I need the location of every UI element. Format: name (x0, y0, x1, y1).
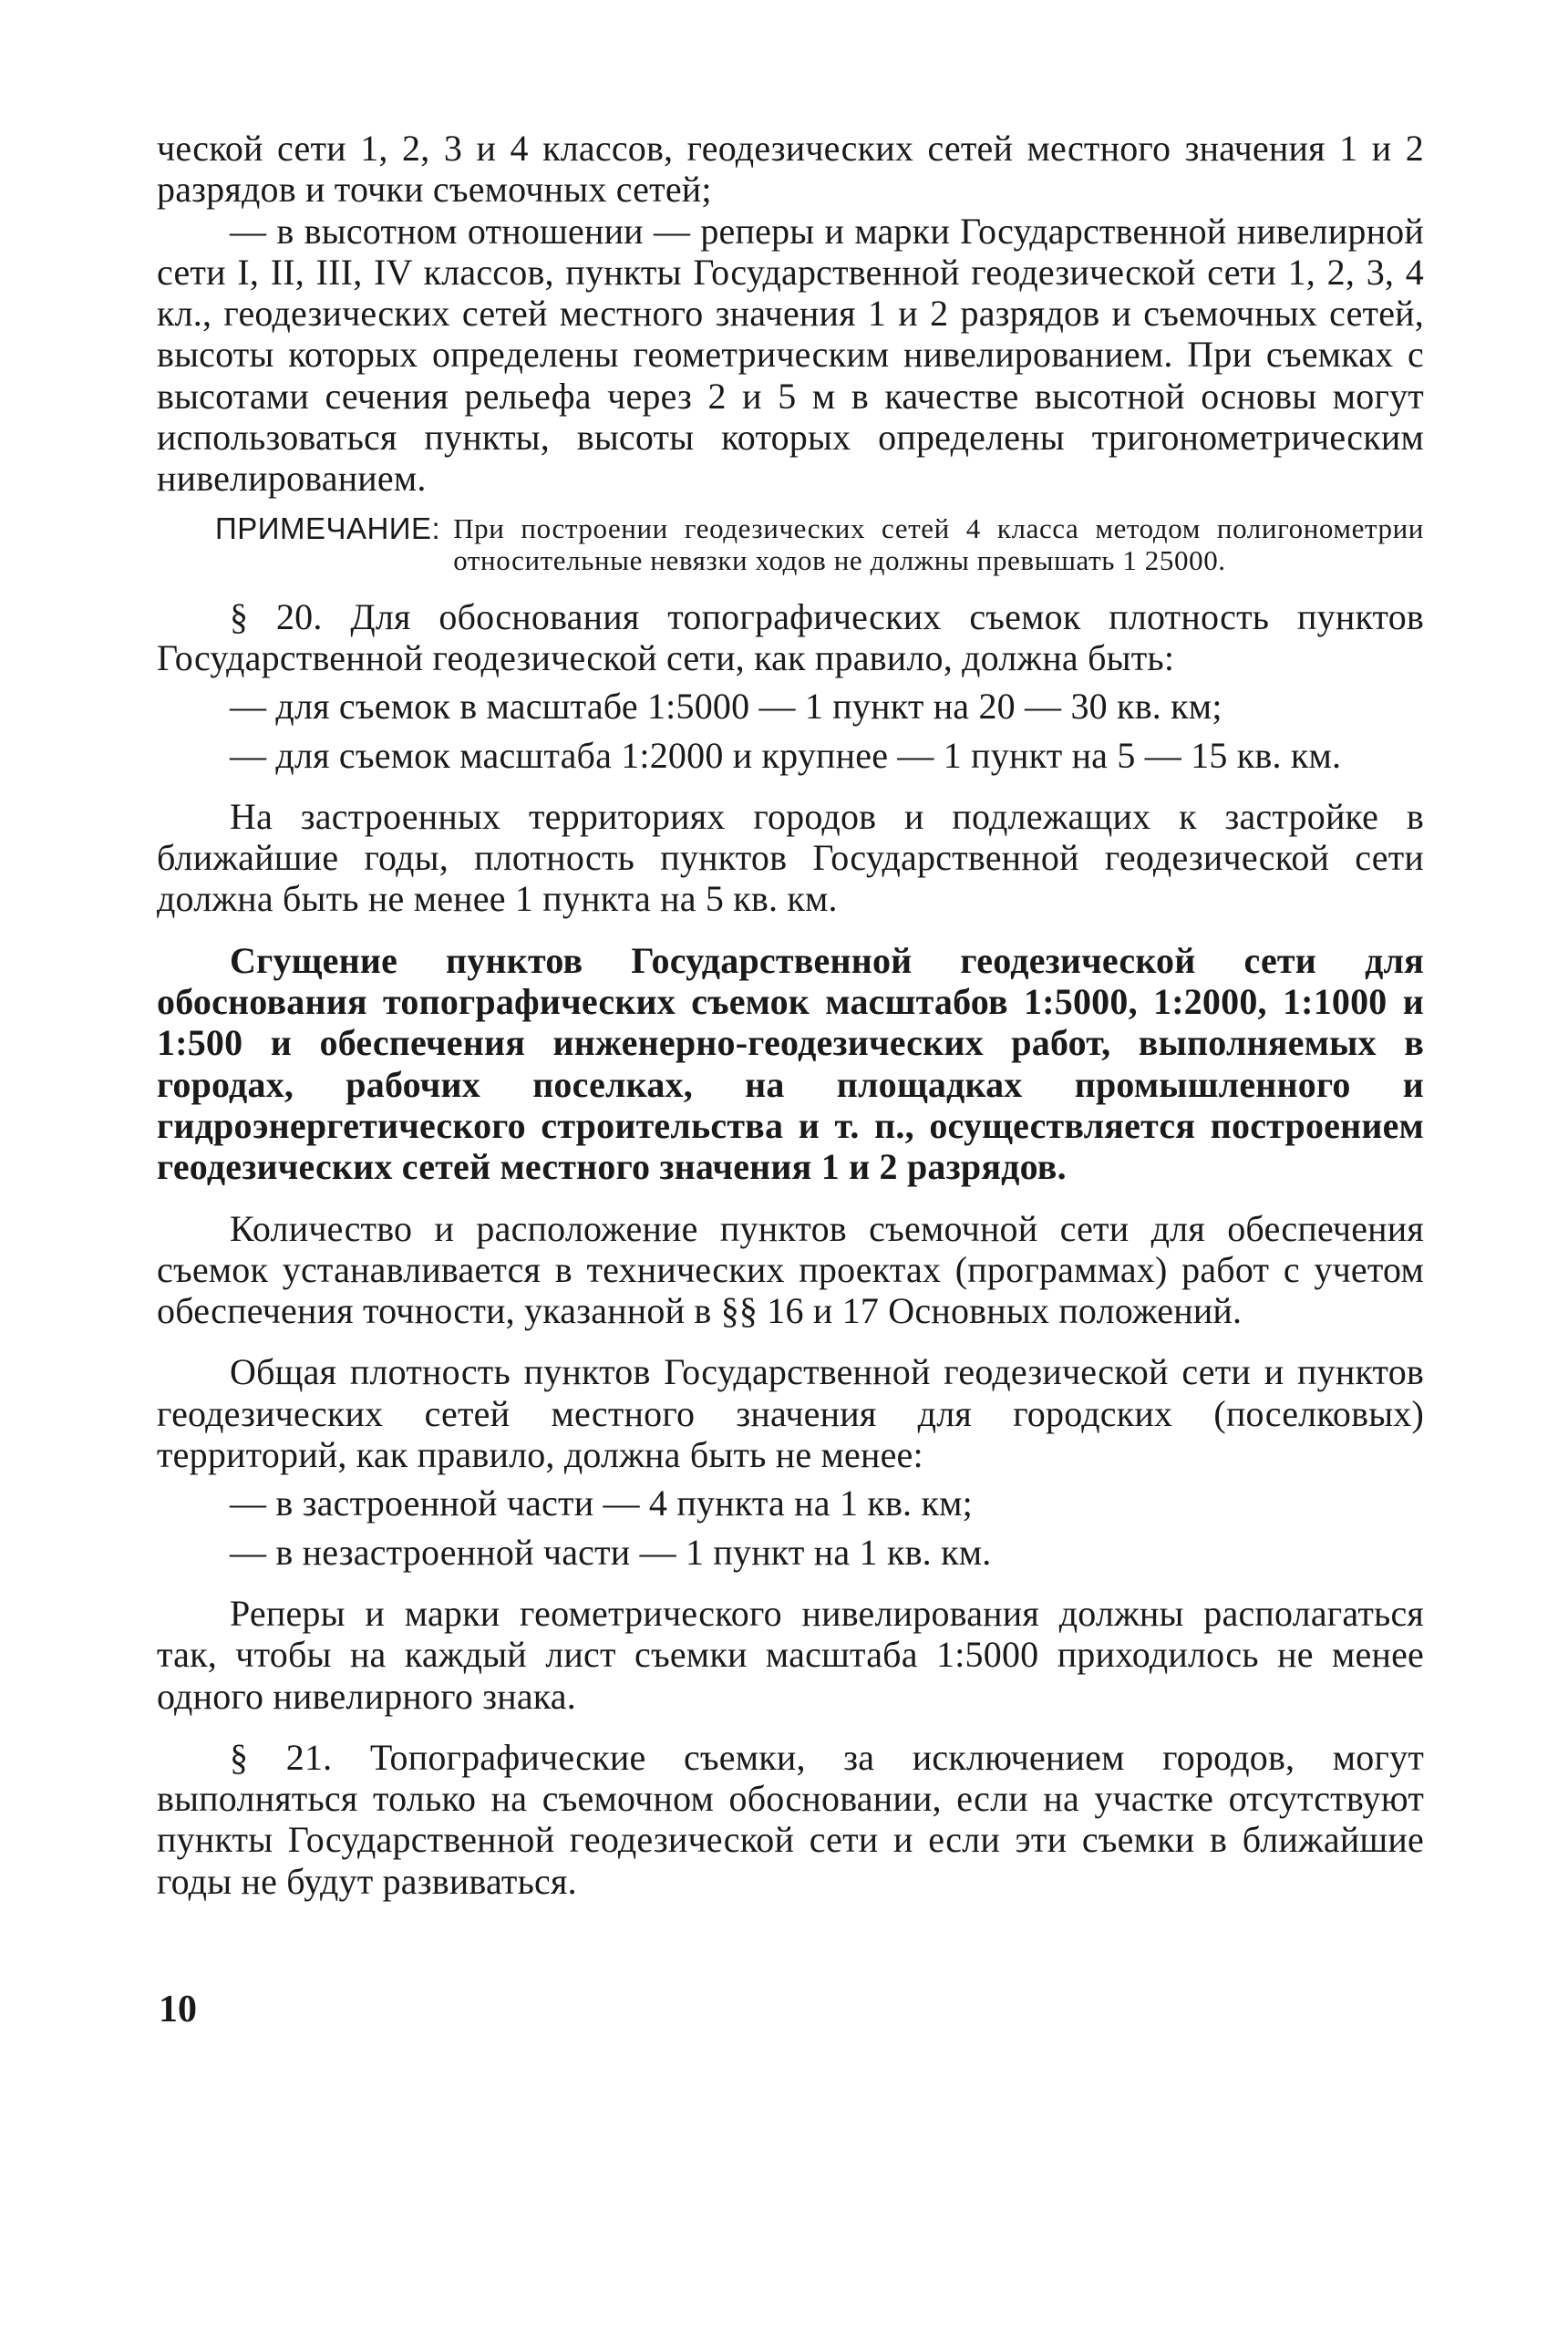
paragraph-continuation: ческой сети 1, 2, 3 и 4 классов, геодезических сетей местного значения 1 и 2 разрядов и точки съемочных сетей; (157, 128, 1424, 211)
note-label: ПРИМЕЧАНИЕ: (215, 511, 441, 545)
list-item-scale-2000: — для съемок масштаба 1:2000 и крупнее — 1 пункт на 5 — 15 кв. км. (230, 734, 1342, 776)
section-21-paragraph: § 21. Топографические съемки, за исключением городов, могут выполняться только на съемочном обосновании, если на участке отсутствуют пункты Государственной геодезической сети и если эти съемки в ближайшие годы не будут развиваться. (157, 1736, 1424, 1902)
list-item-built-up: — в застроенной части — 4 пункта на 1 кв. км; (230, 1482, 973, 1524)
paragraph-height-basis: — в высотном отношении — реперы и марки Государственной нивелирной сети I, II, III, IV классов, пункты Государственной геодезической сети 1, 2, 3, 4 кл., геодезических сетей местного значения 1 и 2 разрядов и съемочных сетей, высоты которых определены геометрическим нивелированием. При съемках с высотами сечения рельефа через 2 и 5 м в качестве высотной основы могут использоваться пункты, высоты которых определены тригонометрическим нивелированием. (157, 210, 1424, 500)
paragraph-built-up-areas: На застроенных территориях городов и подлежащих к застройке в ближайшие годы, плотность пунктов Государственной геодезической сети должна быть не менее 1 пункта на 5 кв. км. (157, 795, 1424, 920)
list-item-scale-5000: — для съемок в масштабе 1:5000 — 1 пункт на 20 — 30 кв. км; (230, 686, 1222, 728)
paragraph-densification: Сгущение пунктов Государственной геодезической сети для обоснования топографических съемок масштабов 1:5000, 1:2000, 1:1000 и 1:500 и обеспечения инженерно-геодезических работ, выполняемых в городах, рабочих поселках, на площадках промышленного и гидроэнергетического строительства и т. п., осуществляется построением геодезических сетей местного значения 1 и 2 разрядов. (157, 939, 1424, 1188)
paragraph-overall-density: Общая плотность пунктов Государственной геодезической сети и пунктов геодезических сетей местного значения для городских (поселковых) территорий, как правило, должна быть не менее: (157, 1351, 1424, 1476)
list-item-undeveloped: — в незастроенной части — 1 пункт на 1 кв. км. (230, 1531, 992, 1573)
note-block (215, 512, 1424, 576)
page-body (157, 128, 1424, 1902)
page-number: 10 (159, 1989, 197, 2030)
note-text: При построении геодезических сетей 4 класса методом полигонометрии относительные невязки ходов не должны превышать 1 25000. (453, 511, 1424, 576)
paragraph-survey-network: Количество и расположение пунктов съемочной сети для обеспечения съемок устанавливается в технических проектах (программах) работ с учетом обеспечения точности, указанной в §§ 16 и 17 Основных положений. (157, 1207, 1424, 1332)
section-20-heading-paragraph: § 20. Для обоснования топографических съемок плотность пунктов Государственной геодезической сети, как правило, должна быть: (157, 595, 1424, 678)
paragraph-benchmarks: Реперы и марки геометрического нивелирования должны располагаться так, чтобы на каждый лист съемки масштаба 1:5000 приходилось не менее одного нивелирного знака. (157, 1592, 1424, 1717)
